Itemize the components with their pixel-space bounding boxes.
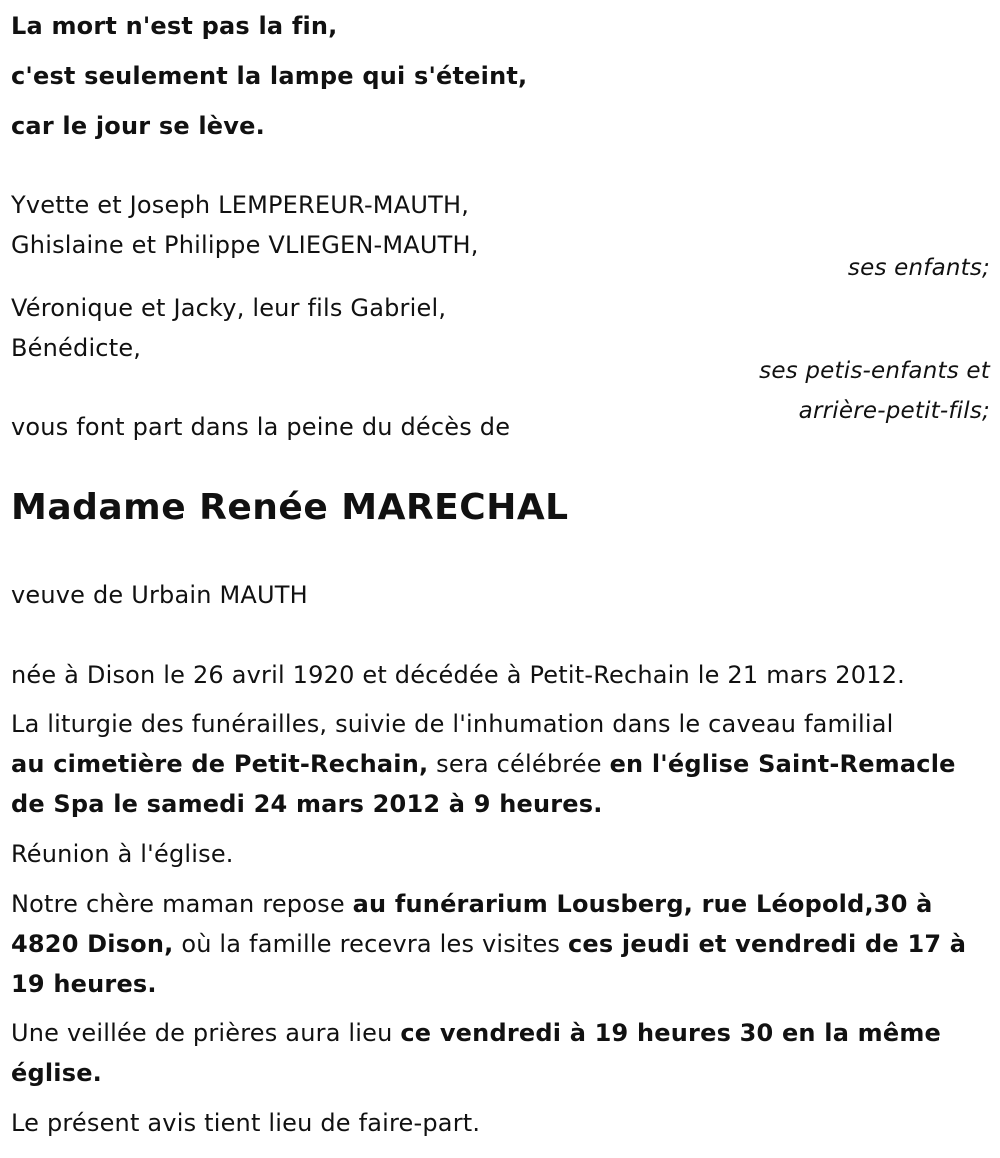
liturgy-line-1: La liturgie des funérailles, suivie de l'inhumation dans le caveau familial — [11, 710, 894, 738]
children-line-2: Ghislaine et Philippe VLIEGEN-MAUTH, — [11, 231, 479, 259]
vigil-place-text: église. — [11, 1059, 102, 1087]
grandchildren-line-2: Bénédicte, — [11, 334, 142, 362]
vigil-intro-text: Une veillée de prières aura lieu — [11, 1019, 401, 1047]
visit-hours-text: 19 heures. — [11, 970, 157, 998]
funeral-date-text: de Spa le samedi 24 mars 2012 à 9 heures. — [11, 790, 603, 818]
postal-city-text: 4820 Dison, — [11, 930, 174, 958]
deceased-name: Madame Renée MARECHAL — [11, 487, 569, 528]
church-text: en l'église Saint-Remacle — [609, 750, 956, 778]
vigil-line-1 — [11, 1018, 941, 1048]
vigil-line-2 — [11, 1058, 102, 1088]
grandchildren-line-1: Véronique et Jacky, leur fils Gabriel, — [11, 294, 447, 322]
reunion-line: Réunion à l'église. — [11, 840, 234, 868]
cemetery-text: au cimetière de Petit-Rechain, — [11, 750, 429, 778]
rest-intro-text: Notre chère maman repose — [11, 890, 353, 918]
closing-line: Le présent avis tient lieu de faire-part. — [11, 1109, 481, 1137]
visit-days-text: ces jeudi et vendredi de 17 à — [567, 930, 967, 958]
liturgy-line-3 — [11, 789, 603, 819]
funeral-home-text: au funérarium Lousberg, rue Léopold,30 à — [352, 890, 933, 918]
children-line-1: Yvette et Joseph LEMPEREUR-MAUTH, — [11, 191, 470, 219]
poem-line-1: La mort n'est pas la fin, — [11, 12, 338, 40]
poem-line-2: c'est seulement la lampe qui s'éteint, — [11, 62, 528, 90]
children-role: ses enfants; — [847, 255, 990, 281]
widow-of-line: veuve de Urbain MAUTH — [11, 581, 308, 609]
visits-text: où la famille recevra les visites — [173, 930, 568, 958]
grandchildren-role-line-2: arrière-petit-fils; — [798, 398, 990, 424]
poem-line-3: car le jour se lève. — [11, 112, 265, 140]
birth-death-line: née à Dison le 26 avril 1920 et décédée à Petit-Rechain le 21 mars 2012. — [11, 661, 905, 689]
liturgy-line-2 — [11, 749, 956, 779]
rest-line-2 — [11, 929, 966, 959]
vigil-time-text: ce vendredi à 19 heures 30 en la même — [400, 1019, 942, 1047]
rest-line-1 — [11, 889, 933, 919]
celebrated-text: sera célébrée — [428, 750, 610, 778]
grandchildren-role-line-1: ses petis-enfants et — [759, 358, 990, 384]
rest-line-3 — [11, 969, 157, 999]
announcement-line: vous font part dans la peine du décès de — [11, 413, 511, 441]
